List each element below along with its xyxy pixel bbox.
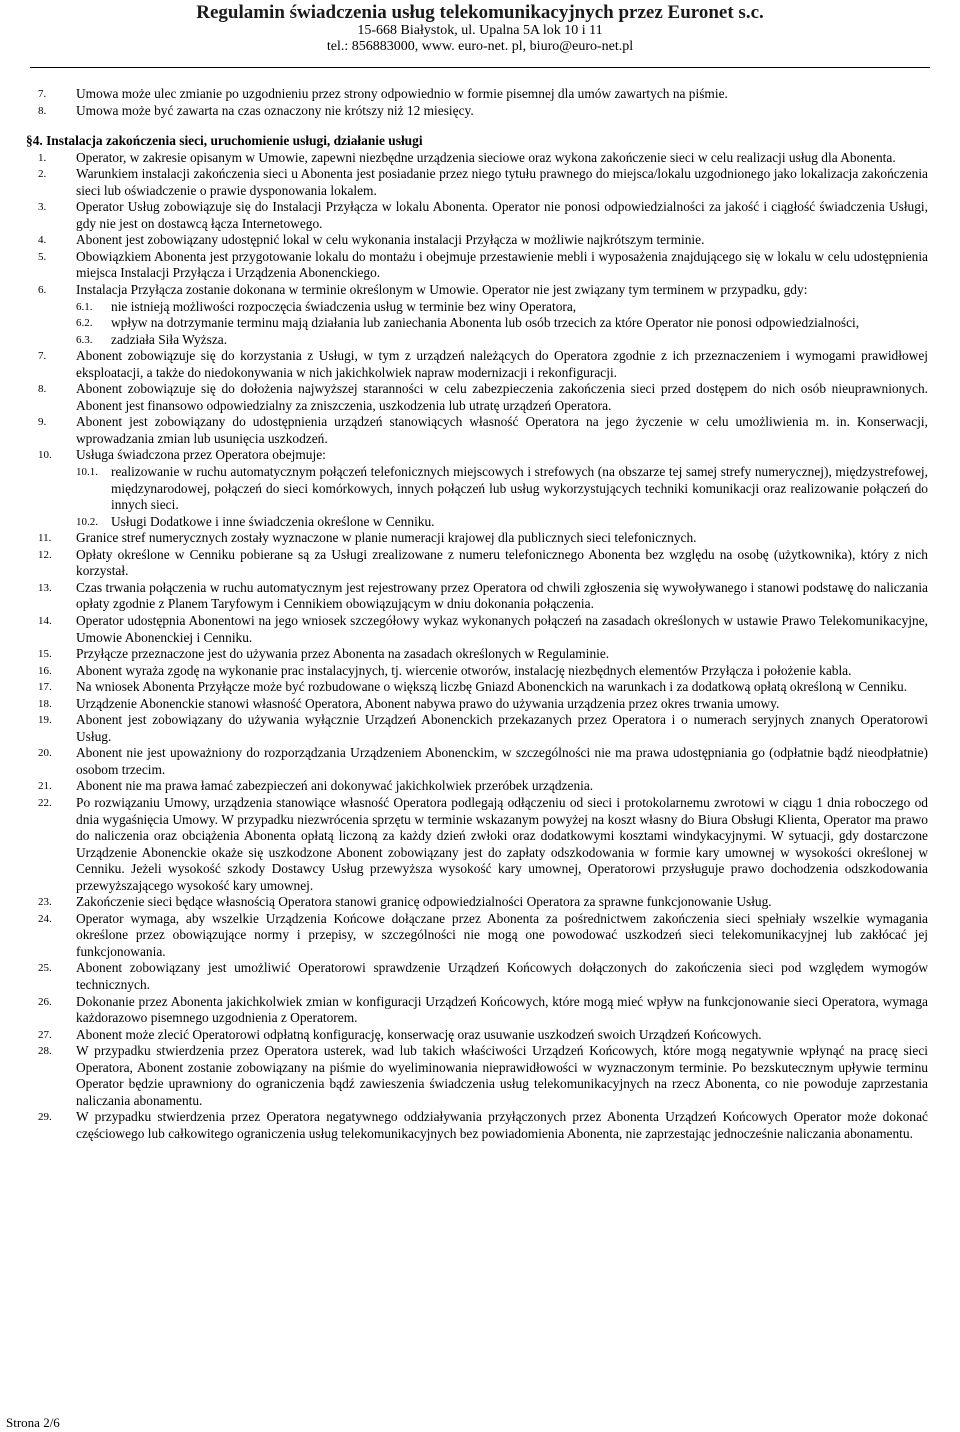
sub-list-item — [38, 514, 928, 531]
item-number: 5. — [38, 250, 47, 263]
section-title: §4. Instalacja zakończenia sieci, uruchomienie usługi, działanie usługi — [26, 133, 423, 149]
header-contact: tel.: 856883000, www. euro-net. pl, biuro@euro-net.pl — [326, 39, 634, 54]
list-item — [38, 663, 928, 680]
item-text: Usługa świadczona przez Operatora obejmuje: — [76, 447, 326, 463]
item-number: 25. — [38, 962, 52, 975]
list-item — [38, 894, 928, 911]
item-text: Abonent jest zobowiązany do udostępnienia urządzeń stanowiących własność Operatora na jego życzenie w celu umożliwienia m. in. Konserwacji, wprowadzania zmian lub usunięcia uszkodzeń. — [76, 414, 928, 446]
page-number: Strona 2/6 — [6, 1415, 60, 1430]
item-text: realizowanie w ruchu automatycznym połączeń telefonicznych miejscowych i strefowych (na obszarze tej samej strefy numerycznej), międzystrefowej, międzynarodowej, połączeń do sieci komórkowych, innych połączeń lub usług wykorzystujących techniki komunikacji oraz realizowanie połączeń do innych sieci. — [111, 464, 928, 513]
item-number: 1. — [38, 151, 47, 164]
item-text: Abonent nie ma prawa łamać zabezpieczeń ani dokonywać jakichkolwiek przeróbek urządzenia. — [76, 778, 594, 794]
item-text: Dokonanie przez Abonenta jakichkolwiek zmian w konfiguracji Urządzeń Końcowych, które mogą mieć wpływ na funkcjonowanie sieci Operatora, wymaga każdorazowo pisemnego uzgodnienia z Operatorem. — [76, 993, 928, 1026]
item-text: Granice stref numerycznych zostały wyznaczone w planie numeracji krajowej dla publicznych sieci telefonicznych. — [76, 530, 697, 546]
item-text: Operator udostępnia Abonentowi na jego wniosek szczegółowy wykaz wykonanych połączeń na zasadach określonych w ustawie Prawo Telekomunikacyjne, Umowie Abonenckiej i Cenniku. — [76, 612, 928, 645]
item-number: 11. — [38, 532, 52, 545]
list-item — [38, 795, 928, 894]
item-text: Obowiązkiem Abonenta jest przygotowanie lokalu do montażu i obejmuje przestawienie mebli i wyposażenia znajdującego się w lokalu w celu udostępnienia miejsca Instalacji Przyłącza i Urządzenia Abonenckiego. — [76, 248, 928, 281]
list-item — [38, 911, 928, 961]
header-divider — [30, 67, 930, 68]
item-text: Abonent zobowiązuje się do dołożenia najwyższej staranności w celu zabezpieczenia zakończenia sieci przed dostępem do nich osób nieuprawnionych. Abonent jest finansowo odpowiedzialny za zniszczenia, uszkodzenia lub utratę urządzeń Operatora. — [76, 381, 928, 413]
list-item — [38, 712, 928, 745]
list-item — [38, 960, 928, 993]
list-item — [38, 778, 928, 795]
item-number: 9. — [38, 416, 47, 429]
item-text: Po rozwiązaniu Umowy, urządzenia stanowiące własność Operatora podlegają odłączeniu od sieci i protokolarnemu zwrotowi w ciągu 1 dnia roboczego od dnia wygaśnięcia Umowy. W przypadku niezwrócenia sprzętu w terminie wskazanym powyżej na koszt własny do Biura Obsługi Klienta, Operator ma prawo do naliczenia oraz obciążenia Abonenta opłatą liczoną za każdy dzień zwłoki oraz dodatkowymi kosztami windykacyjnymi. W sytuacji, gdy dostarczone Urządzenie Abonenckie okaże się uszkodzone Abonent zobowiązany jest do zapłaty odszkodowania w formie kary umownej w wysokości określonej w Cenniku. Jeżeli wysokość szkody Dostawcy Usług przewyższa wysokość kary umownej, Operatorowi przysługuje prawo dochodzenia odszkodowania przewyższającego wysokość kary umownej. — [76, 794, 928, 893]
list-item — [38, 103, 928, 120]
list-item — [38, 414, 928, 447]
list-item — [38, 1043, 928, 1109]
item-number: 19. — [38, 714, 52, 727]
list-item — [38, 580, 928, 613]
item-text: Zakończenie sieci będące własnością Operatora stanowi granicę odpowiedzialności Operatora za sprawne funkcjonowanie Usług. — [76, 894, 772, 910]
item-number: 8. — [38, 383, 47, 396]
item-number: 14. — [38, 614, 52, 627]
list-item — [38, 745, 928, 778]
item-number: 10.1. — [76, 466, 98, 479]
item-text: Abonent może zlecić Operatorowi odpłatną konfigurację, konserwację oraz usuwanie uszkodzeń swoich Urządzeń Końcowych. — [76, 1026, 762, 1042]
list-item — [38, 348, 928, 381]
item-number: 27. — [38, 1028, 52, 1041]
list-item — [38, 249, 928, 282]
item-number: 13. — [38, 581, 52, 594]
item-number: 23. — [38, 896, 52, 909]
item-number: 21. — [38, 780, 52, 793]
list-item — [38, 613, 928, 646]
item-number: 20. — [38, 747, 52, 760]
list-item — [38, 447, 928, 464]
item-text: Na wniosek Abonenta Przyłącze może być rozbudowane o większą liczbę Gniazd Abonenckich na warunkach i za dodatkową opłatą określoną w Cenniku. — [76, 679, 908, 695]
item-text: Abonent nie jest upoważniony do rozporządzania Urządzeniem Abonenckim, w szczególności nie ma prawa udostępniania go (odpłatnie bądź nieodpłatnie) osobom trzecim. — [76, 745, 928, 777]
list-item — [38, 232, 928, 249]
item-text: Opłaty określone w Cenniku pobierane są za Usługi zrealizowane z numeru telefonicznego Abonenta bez względu na osobę (użytkownika), który z nich korzystał. — [76, 546, 928, 579]
item-number: 4. — [38, 234, 47, 247]
item-number: 3. — [38, 201, 47, 214]
sub-list-item — [38, 332, 928, 349]
header-address: 15-668 Białystok, ul. Upalna 5A lok 10 i 11 — [357, 23, 603, 38]
item-text: Czas trwania połączenia w ruchu automatycznym jest rejestrowany przez Operatora od chwili zgłoszenia się wywoływanego i stanowi podstawę do naliczania opłaty zgodnie z Planem Taryfowym i Cennikiem obowiązującym w dniu dokonania połączenia. — [76, 579, 928, 612]
item-text: Instalacja Przyłącza zostanie dokonana w terminie określonym w Umowie. Operator nie jest związany tym terminem w przypadku, gdy: — [76, 282, 808, 298]
item-text: W przypadku stwierdzenia przez Operatora usterek, wad lub takich właściwości Urządzeń Końcowych, które mogą negatywnie wpłynąć na pracę sieci Operatora, Abonent zostanie zobowiązany na piśmie do wyeliminowania nieprawidłowości w wyznaczonym terminie. Po bezskutecznym upływie terminu Operator będzie uprawniony do ograniczenia bądź zawieszenia świadczenia usług telekomunikacyjnych na rzecz Abonenta, co nie powoduje zaprzestania naliczania abonamentu. — [76, 1043, 928, 1108]
item-number: 7. — [38, 350, 47, 363]
item-number: 12. — [38, 548, 52, 561]
list-item — [38, 547, 928, 580]
item-number: 15. — [38, 648, 52, 661]
list-item — [38, 1027, 928, 1044]
item-text: Abonent zobowiązany jest umożliwić Operatorowi sprawdzenie Urządzeń Końcowych dołączonych do zakończenia sieci pod względem wymogów technicznych. — [76, 960, 928, 992]
item-text: Abonent zobowiązuje się do korzystania z Usługi, w tym z urządzeń należących do Operatora zgodnie z ich przeznaczeniem i wymogami prawidłowej eksploatacji, a także do niedokonywania w nich jakichkolwiek napraw modernizacji i rekonfiguracji. — [76, 348, 928, 380]
item-number: 28. — [38, 1045, 52, 1058]
item-number: 18. — [38, 697, 52, 710]
item-number: 6.3. — [76, 333, 93, 346]
item-number: 10.2. — [76, 515, 98, 528]
item-text: Warunkiem instalacji zakończenia sieci u Abonenta jest posiadanie przez niego tytułu prawnego do miejsca/lokalu uzgodnionego jako lokalizacja zakończenia sieci lub oświadczenie o prawie dysponowania lokalem. — [76, 166, 928, 198]
item-number: 2. — [38, 168, 47, 181]
item-number: 17. — [38, 681, 52, 694]
item-number: 24. — [38, 912, 52, 925]
item-number: 29. — [38, 1111, 52, 1124]
list-item — [38, 1109, 928, 1142]
list-item — [38, 646, 928, 663]
sub-list-item — [38, 464, 928, 514]
item-number: 22. — [38, 796, 52, 809]
item-text: nie istnieją możliwości rozpoczęcia świadczenia usług w terminie bez winy Operatora, — [111, 298, 577, 314]
item-text: Abonent jest zobowiązany udostępnić lokal w celu wykonania instalacji Przyłącza w możliwie najkrótszym terminie. — [76, 232, 705, 248]
item-text: Umowa może ulec zmianie po uzgodnieniu przez strony odpowiednio w formie pisemnej dla umów zawartych na piśmie. — [76, 86, 728, 101]
item-number: 7. — [38, 88, 47, 100]
item-text: wpływ na dotrzymanie terminu mają działania lub zaniechania Abonenta lub osób trzecich za które Operator nie ponosi odpowiedzialności, — [111, 315, 860, 331]
item-text: zadziała Siła Wyższa. — [111, 331, 228, 347]
item-text: W przypadku stwierdzenia przez Operatora negatywnego oddziaływania przyłączonych przez Abonenta Urządzeń Końcowych Operator może dokonać częściowego lub całkowitego ograniczenia usług telekomunikacyjnych bez powiadomienia Abonenta, nie zaprzestając jednocześnie naliczania abonamentu. — [76, 1109, 928, 1141]
list-item — [38, 994, 928, 1027]
sub-list-item — [38, 315, 928, 332]
item-number: 26. — [38, 995, 52, 1008]
item-number: 16. — [38, 664, 52, 677]
list-item — [38, 381, 928, 414]
pre-items-list — [38, 86, 928, 119]
item-text: Usługi Dodatkowe i inne świadczenia określone w Cenniku. — [111, 513, 435, 529]
item-number: 6. — [38, 284, 47, 297]
list-item — [38, 166, 928, 199]
item-number: 6.1. — [76, 300, 93, 313]
sub-list-item — [38, 299, 928, 316]
item-text: Abonent jest zobowiązany do używania wyłącznie Urządzeń Abonenckich przekazanych przez Operatora i o numerach seryjnych znanych Operatorowi Usług. — [76, 712, 928, 744]
item-text: Operator Usług zobowiązuje się do Instalacji Przyłącza w lokalu Abonenta. Operator nie ponosi odpowiedzialności za jakość i ciągłość świadczenia Usługi, gdy nie jest on dostawcą łącza Internetowego. — [76, 199, 928, 231]
document-header — [0, 2, 960, 55]
header-title: Regulamin świadczenia usług telekomunikacyjnych przez Euronet s.c. — [196, 2, 764, 23]
document-body — [26, 86, 928, 1142]
list-item — [38, 530, 928, 547]
item-text: Abonent wyraża zgodę na wykonanie prac instalacyjnych, tj. wiercenie otworów, instalację niezbędnych elementów Przyłącza i położenie kabla. — [76, 662, 852, 678]
item-text: Przyłącze przeznaczone jest do używania przez Abonenta na zasadach określonych w Regulaminie. — [76, 646, 610, 662]
item-number: 10. — [38, 449, 52, 462]
item-number: 8. — [38, 104, 47, 117]
item-text: Operator, w zakresie opisanym w Umowie, zapewni niezbędne urządzenia sieciowe oraz wykona zakończenie sieci w celu realizacji usług dla Abonenta. — [76, 149, 896, 165]
list-item — [38, 282, 928, 299]
list-item — [38, 679, 928, 696]
items-list — [38, 150, 928, 1143]
list-item — [38, 86, 928, 103]
list-item — [38, 696, 928, 713]
list-item — [38, 199, 928, 232]
item-number: 6.2. — [76, 317, 93, 330]
item-text: Operator wymaga, aby wszelkie Urządzenia Końcowe dołączane przez Abonenta za pośrednictwem zakończenia sieci spełniały wszelkie wymagania określone przez obowiązujące normy i przepisy, w szczególności nie mogą one powodować uszkodzeń sieci telekomunikacyjnej lub zakłócać jej funkcjonowania. — [76, 910, 928, 959]
item-text: Urządzenie Abonenckie stanowi własność Operatora, Abonent nabywa prawo do używania urządzenia przez okres trwania umowy. — [76, 695, 780, 711]
list-item — [38, 150, 928, 167]
item-text: Umowa może być zawarta na czas oznaczony nie krótszy niż 12 miesięcy. — [76, 102, 474, 118]
